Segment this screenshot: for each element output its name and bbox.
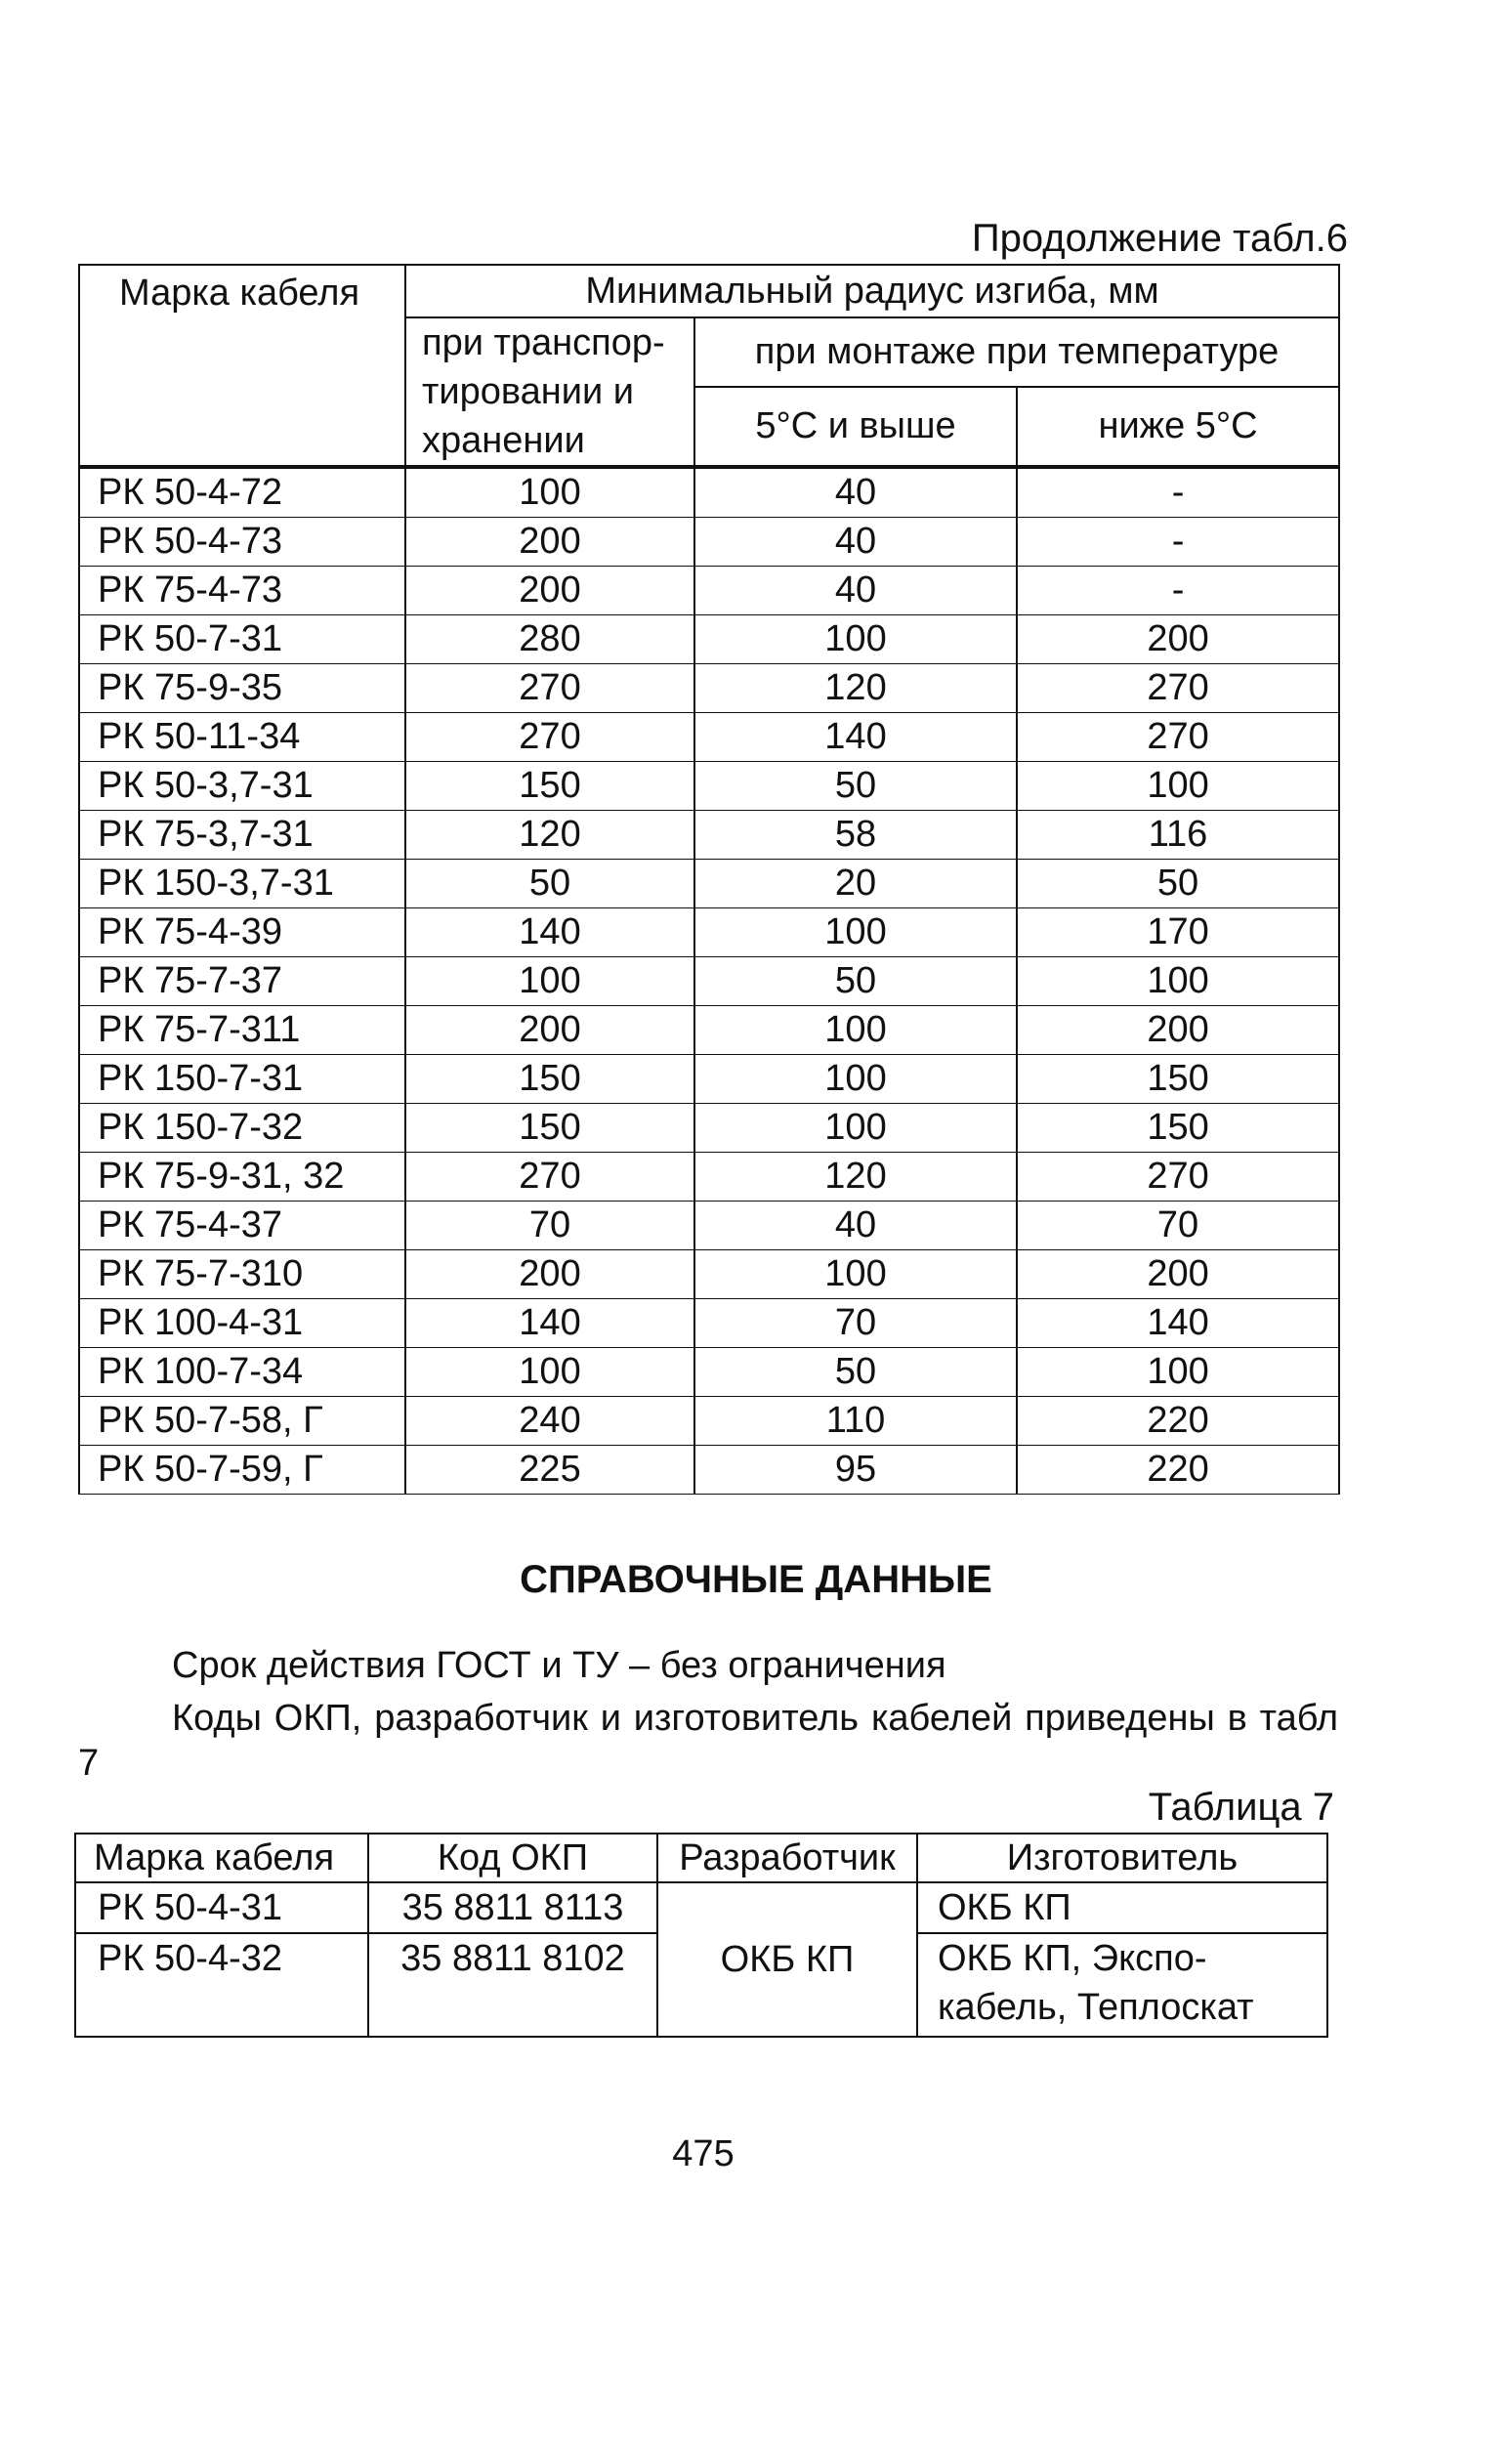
- header-manufacturer: Изготовитель: [917, 1834, 1327, 1882]
- cell-below-5c: 270: [1017, 664, 1339, 713]
- cell-transport: 200: [405, 1006, 694, 1055]
- cell-brand: РК 50-7-58, Г: [79, 1397, 405, 1446]
- table-row: [79, 518, 1339, 567]
- cell-above-5c: 95: [694, 1446, 1017, 1495]
- cell-below-5c: -: [1017, 567, 1339, 615]
- section-title: СПРАВОЧНЫЕ ДАННЫЕ: [520, 1558, 992, 1601]
- cell-above-5c: 50: [694, 1348, 1017, 1397]
- cell-above-5c: 120: [694, 664, 1017, 713]
- cell-below-5c: 116: [1017, 811, 1339, 860]
- cell-above-5c: 100: [694, 1104, 1017, 1153]
- cell-transport: 270: [405, 1153, 694, 1202]
- cell-brand: РК 50-3,7-31: [79, 762, 405, 811]
- table7-caption: Таблица 7: [1148, 1786, 1334, 1829]
- table-row: [79, 1104, 1339, 1153]
- table-row: [79, 908, 1339, 957]
- cell-below-5c: 270: [1017, 713, 1339, 762]
- header-above-5c: 5°С и выше: [694, 387, 1017, 467]
- cell-below-5c: 200: [1017, 1250, 1339, 1299]
- header-developer: Разработчик: [657, 1834, 917, 1882]
- header-below-5c: ниже 5°С: [1017, 387, 1339, 467]
- cell-transport: 50: [405, 860, 694, 908]
- cell-below-5c: 220: [1017, 1397, 1339, 1446]
- cell-above-5c: 58: [694, 811, 1017, 860]
- header-transport-storage: при транспор-тировании и хранении: [405, 317, 694, 467]
- table-row: [79, 567, 1339, 615]
- table6-caption: Продолжение табл.6: [971, 217, 1348, 260]
- cell-manufacturer: ОКБ КП: [917, 1882, 1327, 1933]
- cell-transport: 150: [405, 1104, 694, 1153]
- cell-brand: РК 50-4-73: [79, 518, 405, 567]
- cell-below-5c: 200: [1017, 615, 1339, 664]
- cell-above-5c: 50: [694, 762, 1017, 811]
- cell-above-5c: 100: [694, 1006, 1017, 1055]
- cell-developer: ОКБ КП: [657, 1882, 917, 2037]
- cell-above-5c: 40: [694, 518, 1017, 567]
- cell-transport: 150: [405, 762, 694, 811]
- cell-brand: РК 75-9-31, 32: [79, 1153, 405, 1202]
- cell-brand: РК 100-4-31: [79, 1299, 405, 1348]
- okp-codes-table: [74, 1833, 1328, 2038]
- cell-transport: 200: [405, 1250, 694, 1299]
- cell-brand: РК 75-3,7-31: [79, 811, 405, 860]
- cell-above-5c: 70: [694, 1299, 1017, 1348]
- table-row: [79, 713, 1339, 762]
- cell-transport: 100: [405, 467, 694, 518]
- cell-brand: РК 75-9-35: [79, 664, 405, 713]
- paragraph-okp-codes: Коды ОКП, разработчик и изготовитель кабелей приведены в табл 7: [78, 1698, 1338, 1784]
- cell-transport: 100: [405, 957, 694, 1006]
- cell-brand: РК 150-7-32: [79, 1104, 405, 1153]
- paragraph-validity: Срок действия ГОСТ и ТУ – без ограничения: [172, 1645, 946, 1686]
- table-row: [79, 762, 1339, 811]
- cell-above-5c: 50: [694, 957, 1017, 1006]
- header-okp-code: Код ОКП: [368, 1834, 657, 1882]
- header-cable-brand: Марка кабеля: [79, 265, 405, 467]
- cell-transport: 200: [405, 567, 694, 615]
- cell-brand: РК 75-4-39: [79, 908, 405, 957]
- cell-below-5c: 100: [1017, 762, 1339, 811]
- bend-radius-table: [78, 264, 1340, 1495]
- cell-below-5c: 270: [1017, 1153, 1339, 1202]
- table-row: [79, 957, 1339, 1006]
- cell-brand: РК 150-3,7-31: [79, 860, 405, 908]
- cell-below-5c: 170: [1017, 908, 1339, 957]
- cell-below-5c: 70: [1017, 1202, 1339, 1250]
- cell-above-5c: 140: [694, 713, 1017, 762]
- cell-brand: РК 75-4-37: [79, 1202, 405, 1250]
- page-number: 475: [672, 2133, 735, 2174]
- cell-below-5c: 100: [1017, 957, 1339, 1006]
- cell-brand: РК 75-7-310: [79, 1250, 405, 1299]
- cell-transport: 225: [405, 1446, 694, 1495]
- cell-above-5c: 40: [694, 567, 1017, 615]
- table-row: [79, 1299, 1339, 1348]
- cell-brand: РК 50-7-31: [79, 615, 405, 664]
- cell-transport: 140: [405, 908, 694, 957]
- cell-below-5c: 220: [1017, 1446, 1339, 1495]
- table-row: [79, 860, 1339, 908]
- cell-below-5c: 150: [1017, 1055, 1339, 1104]
- table-row: [79, 664, 1339, 713]
- table-row: [79, 467, 1339, 518]
- cell-brand: РК 100-7-34: [79, 1348, 405, 1397]
- table-row: [79, 1446, 1339, 1495]
- cell-brand: РК 75-4-73: [79, 567, 405, 615]
- cell-above-5c: 40: [694, 1202, 1017, 1250]
- cell-transport: 140: [405, 1299, 694, 1348]
- cell-transport: 270: [405, 664, 694, 713]
- table-row: [79, 1397, 1339, 1446]
- header-cable-brand: Марка кабеля: [75, 1834, 368, 1882]
- cell-brand: РК 150-7-31: [79, 1055, 405, 1104]
- table-row: [79, 1202, 1339, 1250]
- cell-above-5c: 100: [694, 908, 1017, 957]
- table-row: [79, 1006, 1339, 1055]
- cell-below-5c: 150: [1017, 1104, 1339, 1153]
- cell-brand: РК 50-4-31: [75, 1882, 368, 1933]
- cell-transport: 120: [405, 811, 694, 860]
- cell-below-5c: -: [1017, 467, 1339, 518]
- cell-transport: 200: [405, 518, 694, 567]
- cell-below-5c: 140: [1017, 1299, 1339, 1348]
- cell-okp-code: 35 8811 8102: [368, 1933, 657, 2037]
- table-row: [79, 1348, 1339, 1397]
- cell-below-5c: 100: [1017, 1348, 1339, 1397]
- table-row: [79, 615, 1339, 664]
- cell-above-5c: 100: [694, 1250, 1017, 1299]
- cell-above-5c: 120: [694, 1153, 1017, 1202]
- table-row: [75, 1882, 1327, 1933]
- cell-transport: 280: [405, 615, 694, 664]
- cell-brand: РК 50-11-34: [79, 713, 405, 762]
- cell-above-5c: 100: [694, 1055, 1017, 1104]
- cell-transport: 150: [405, 1055, 694, 1104]
- cell-above-5c: 100: [694, 615, 1017, 664]
- table-row: [79, 1055, 1339, 1104]
- header-mounting-temperature: при монтаже при температуре: [694, 317, 1339, 387]
- cell-brand: РК 50-4-32: [75, 1933, 368, 2037]
- table-row: [79, 811, 1339, 860]
- cell-brand: РК 75-7-37: [79, 957, 405, 1006]
- cell-transport: 100: [405, 1348, 694, 1397]
- table-row: [79, 1250, 1339, 1299]
- cell-brand: РК 50-4-72: [79, 467, 405, 518]
- header-min-bend-radius: Минимальный радиус изгиба, мм: [405, 265, 1339, 317]
- cell-transport: 70: [405, 1202, 694, 1250]
- cell-below-5c: 50: [1017, 860, 1339, 908]
- cell-transport: 240: [405, 1397, 694, 1446]
- cell-above-5c: 40: [694, 467, 1017, 518]
- cell-above-5c: 110: [694, 1397, 1017, 1446]
- cell-below-5c: 200: [1017, 1006, 1339, 1055]
- cell-brand: РК 50-7-59, Г: [79, 1446, 405, 1495]
- cell-below-5c: -: [1017, 518, 1339, 567]
- cell-transport: 270: [405, 713, 694, 762]
- cell-okp-code: 35 8811 8113: [368, 1882, 657, 1933]
- cell-above-5c: 20: [694, 860, 1017, 908]
- table-row: [79, 1153, 1339, 1202]
- cell-brand: РК 75-7-311: [79, 1006, 405, 1055]
- cell-manufacturer: ОКБ КП, Экспо-кабель, Теплоскат: [917, 1933, 1327, 2037]
